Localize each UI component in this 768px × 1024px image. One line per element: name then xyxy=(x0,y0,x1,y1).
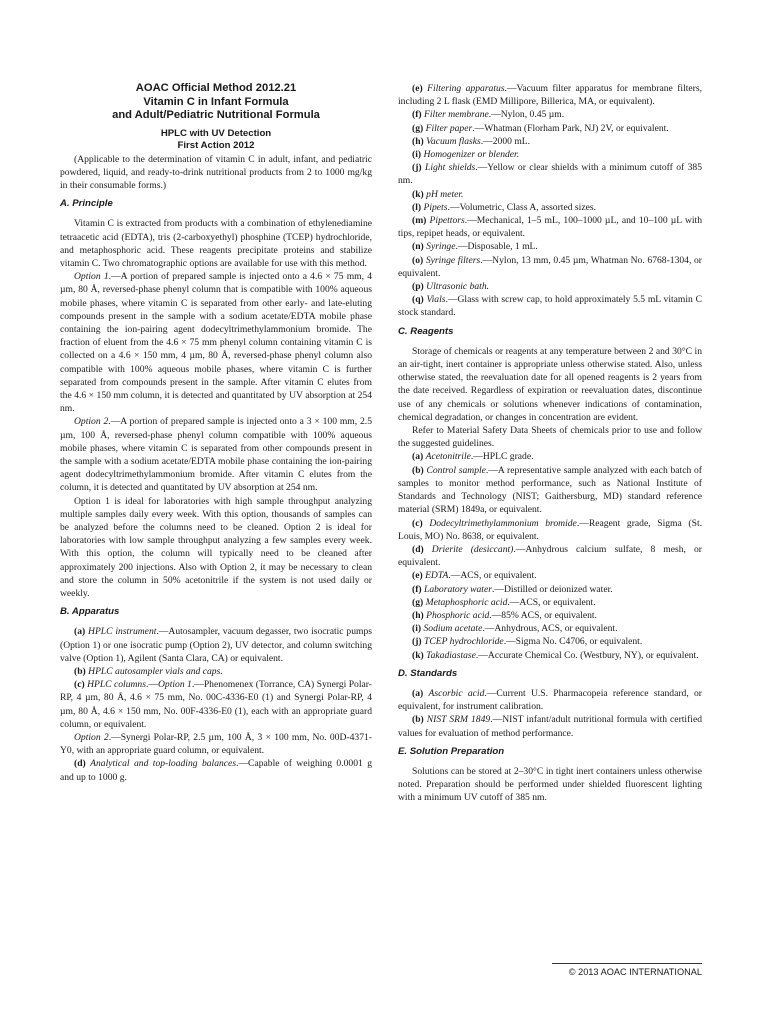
item-name: HPLC autosampler vials and caps. xyxy=(88,666,223,678)
item-text: .—Disposable, 1 mL. xyxy=(455,241,538,253)
item-label: (j) xyxy=(412,162,422,174)
item-name: Syringe filters xyxy=(425,254,481,266)
method-title: AOAC Official Method 2012.21 xyxy=(135,82,297,94)
item-name: Acetonitrile xyxy=(425,451,471,463)
item-label: (g) xyxy=(412,122,424,134)
item-name: Filtering apparatus xyxy=(427,83,505,94)
item-name: Sodium acetate xyxy=(423,623,483,635)
item-label: (h) xyxy=(412,609,424,621)
item-label: (c) xyxy=(74,679,85,691)
item-name: NIST SRM 1849 xyxy=(426,714,491,726)
reagent-item-g xyxy=(398,596,702,609)
section-heading-solution-preparation: E. Solution Preparation xyxy=(398,745,505,757)
section-heading-apparatus: B. Apparatus xyxy=(60,606,120,618)
technique-label: HPLC with UV Detection xyxy=(160,127,272,139)
item-label: (b) xyxy=(412,714,424,726)
apparatus-item-e xyxy=(398,82,702,108)
reagents-storage-paragraph: Storage of chemicals or reagents at any temperature between 2 and 30°C in an air-tight, inert container is appropriate unless otherwise stated. Also, unless otherwise stated, the reevaluation date for all opened reagents is 2 years from the date received. Regardless of expiration or reevaluation dates, discontinue use of any chemicals or solutions whenever indications of contamination, chemical degradation, or changes in concentration are evident. xyxy=(398,345,702,423)
item-name: Laboratory water xyxy=(424,583,492,595)
reagents-msds-paragraph: Refer to Material Safety Data Sheets of chemicals prior to use and follow the suggested guidelines. xyxy=(398,425,702,450)
apparatus-item-k xyxy=(398,188,702,201)
item-name: HPLC instrument xyxy=(88,626,157,638)
apparatus-item-c xyxy=(60,678,372,731)
principle-paragraph: Vitamin C is extracted from products with a combination of ethylenediamine tetraacetic acid (EDTA), tris (2-carboxyethyl) phosphine (TCEP) hydrochloride, and metaphosphoric acid. These reagents precipitate proteins and stabilize vitamin C. Two chromatographic options are available for use with this method. xyxy=(60,218,372,269)
item-text: .—Anhydrous, ACS, or equivalent. xyxy=(482,623,618,635)
reagent-item-f xyxy=(398,583,702,596)
item-text: .—2000 mL. xyxy=(480,135,531,147)
principle-options-comparison: Option 1 is ideal for laboratories with high sample throughput analyzing multiple samples daily every week. With this option, thousands of samples can be analyzed before the columns need to be cleaned. Option 2 is ideal for laboratories with low sample throughput analyzing a few samples every week. With this option, the column will typically need to be cleaned after approximately 200 injections. Also with Option 2, it may be necessary to clean and store the column in 50% acetonitrile if the system is not used daily or weekly. xyxy=(60,495,372,599)
item-name: Analytical and top-loading balances xyxy=(90,758,237,770)
item-name: Homogenizer or blender. xyxy=(423,149,520,161)
apparatus-item-g xyxy=(398,122,702,135)
option1-label: Option 1 xyxy=(74,271,109,283)
item-text: .—Reagent grade, Sigma (St. Louis, MO) No. 8638, or equivalent. xyxy=(398,517,703,542)
item-label: (b) xyxy=(74,666,86,678)
action-status: First Action 2012 xyxy=(177,140,255,151)
item-text: .—ACS, or equivalent. xyxy=(507,596,596,608)
item-text: .—Anhydrous calcium sulfate, 8 mesh, or equivalent. xyxy=(398,543,702,569)
item-option-label: Option 1 xyxy=(157,679,192,691)
reagent-item-h xyxy=(398,609,702,622)
item-label: (a) xyxy=(74,626,86,638)
apparatus-item-a xyxy=(60,625,372,665)
item-text: .—Nylon, 0.45 µm. xyxy=(488,109,565,121)
item-name: Control sample xyxy=(426,464,486,476)
reagent-item-i xyxy=(398,622,702,635)
method-subtitle-line2: and Adult/Pediatric Nutritional Formula xyxy=(112,109,320,121)
item-name: Ascorbic acid xyxy=(428,687,485,699)
apparatus-item-d xyxy=(60,757,372,783)
apparatus-item-n xyxy=(398,240,702,253)
item-label: (m) xyxy=(412,215,427,227)
item-label: (k) xyxy=(412,188,424,200)
item-name: Drierite (desiccant) xyxy=(431,543,514,555)
item-label: (f) xyxy=(412,583,422,595)
item-label: (i) xyxy=(412,149,422,161)
scope-paragraph: (Applicable to the determination of vitamin C in adult, infant, and pediatric powdered, liquid, and ready-to-drink nutritional products from 2 to 1000 mg/kg in their consumable forms.) xyxy=(60,153,372,191)
item-name: TCEP hydrochloride xyxy=(424,636,504,648)
item-label: (a) xyxy=(412,451,424,463)
item-name: Dodecyltrimethylammonium bromide xyxy=(429,517,577,529)
item-name: Filter paper xyxy=(425,122,473,134)
right-column xyxy=(398,82,702,805)
apparatus-item-q xyxy=(398,293,702,319)
reagent-item-b xyxy=(398,464,702,517)
apparatus-item-c-option2 xyxy=(60,731,372,757)
item-label: (g) xyxy=(412,596,424,608)
principle-option2-paragraph xyxy=(60,415,372,494)
section-heading-standards: D. Standards xyxy=(398,667,458,679)
item-label: (i) xyxy=(412,623,422,635)
item-label: (o) xyxy=(412,254,424,266)
item-name: EDTA xyxy=(425,570,449,582)
apparatus-item-h xyxy=(398,135,702,148)
item-text: .—Nylon, 13 mm, 0.45 µm, Whatman No. 6768-1304, or equivalent. xyxy=(398,254,702,279)
item-label: (f) xyxy=(412,109,422,121)
item-text: .—Synergi Polar-RP, 2.5 µm, 100 Å, 3 × 100 mm, No. 00D-4371-Y0, with an appropriate guard column, or equivalent. xyxy=(60,732,372,757)
standard-item-b xyxy=(398,713,702,739)
item-text: .—Autosampler, vacuum degasser, two isocratic pumps (Option 1) or one isocratic pump (Option 2), UV detector, and column switching valve (Option 1), Agilent (Santa Clara, CA) or equivalent. xyxy=(60,626,372,664)
item-name: Vials xyxy=(426,294,446,306)
item-name: Pipets xyxy=(423,201,448,213)
item-text: .—Yellow or clear shields with a minimum cutoff of 385 nm. xyxy=(398,162,702,187)
item-name: HPLC columns xyxy=(87,679,146,691)
item-text: .—Accurate Chemical Co. (Westbury, NY), or equivalent. xyxy=(475,649,699,661)
item-text: .—Glass with screw cap, to hold approximately 5.5 mL vitamin C stock standard. xyxy=(398,294,702,319)
section-heading-principle: A. Principle xyxy=(60,198,113,210)
item-text: .—A representative sample analyzed with each batch of samples to monitor method performance, such as National Institute of Standards and Technology (NIST; Gaithersburg, MD) standard reference material (SRM) 1849a, or equivalent. xyxy=(398,464,703,516)
item-name: Pipettors xyxy=(429,215,465,227)
reagent-item-c xyxy=(398,517,702,543)
item-label: (a) xyxy=(412,687,424,699)
option2-text: .—A portion of prepared sample is injected onto a 3 × 100 mm, 2.5 µm, 100 Å, reversed-phase phenyl column compatible with 100% aqueous mobile phases, where vitamin C is separated from other compounds present in the sample with a sodium acetate/EDTA mobile phase containing the ion-pairing agent dodecyltrimethylammonium bromide. After vitamin C elutes from the column, it is detected and quantitated by UV absorption at 254 nm. xyxy=(60,416,372,494)
item-label: (p) xyxy=(412,281,424,293)
option1-text: .—A portion of prepared sample is injected onto a 4.6 × 75 mm, 4 µm, 80 Å, reversed-phase phenyl column that is compatible with 100% aqueous mobile phases, where vitamin C is separated from other early- and late-eluting compounds present in the sample with a sodium acetate/EDTA mobile phase containing the ion-pairing agent dodecyltrimethylammonium bromide. The fraction of eluent from the 4.6 × 75 mm phenyl column containing vitamin C is collected on a 4.6 × 150 mm, 4 µm, 80 Å, reversed-phase phenyl column also compatible with 100% aqueous mobile phases, where vitamin C is further separated from compounds present in the sample. After vitamin C elutes from the 4.6 × 150 mm column, it is detected and quantitated by UV absorption at 254 nm. xyxy=(60,271,372,415)
reagent-item-j xyxy=(398,635,702,648)
item-text: .—Vacuum filter apparatus for membrane filters, including 2 L flask (EMD Millipore, Billerica, MA, or equivalent). xyxy=(398,83,702,108)
item-name: Phosphoric acid xyxy=(426,609,490,621)
apparatus-item-m xyxy=(398,214,702,240)
item-name: Filter membrane xyxy=(424,109,489,121)
item-label: (d) xyxy=(74,758,86,770)
item-text: .—NIST infant/adult nutritional formula with certified values for evaluation of method performance. xyxy=(398,714,703,739)
item-name: Vacuum flasks xyxy=(426,135,481,147)
solution-preparation-paragraph: Solutions can be stored at 2–30°C in tight inert containers unless otherwise noted. Preparation should be performed under shielded fluorescent lighting with a minimum UV cutoff of 385 nm. xyxy=(398,765,702,804)
item-text: .—Phenomenex (Torrance, CA) Synergi Polar-RP, 4 µm, 80 Å, 4.6 × 75 mm, No. 00C-4336-E0 (1) and Synergi Polar-RP, 4 µm, 80 Å, 4.6 × 150 mm, No. 00F-4336-E0 (1), each with an appropriate guard column, or equivalent. xyxy=(60,679,372,730)
item-label: (c) xyxy=(412,517,423,529)
item-name: pH meter. xyxy=(426,188,464,200)
standard-item-a xyxy=(398,687,702,713)
item-name: Syringe xyxy=(426,241,456,253)
item-text: .—Distilled or deionized water. xyxy=(491,583,613,595)
reagent-item-a xyxy=(398,450,702,463)
item-text: .—HPLC grade. xyxy=(470,451,534,463)
item-text: .—Volumetric, Class A, assorted sizes. xyxy=(447,201,596,213)
item-text: .—Current U.S. Pharmacopeia reference standard, or equivalent, for instrument calibration. xyxy=(398,687,702,713)
item-text: .—Capable of weighing 0.0001 g and up to 1000 g. xyxy=(60,758,372,783)
item-name: Light shields xyxy=(424,162,476,174)
item-text: .—ACS, or equivalent. xyxy=(448,570,537,582)
item-label: (b) xyxy=(412,464,424,476)
apparatus-item-j xyxy=(398,161,702,187)
apparatus-item-o xyxy=(398,254,702,280)
item-label: (h) xyxy=(412,135,424,147)
method-subtitle-line1: Vitamin C in Infant Formula xyxy=(143,95,289,108)
reagent-item-d xyxy=(398,543,702,569)
item-label: (e) xyxy=(412,83,423,94)
reagent-item-e xyxy=(398,569,702,582)
option2-label: Option 2 xyxy=(74,416,109,428)
item-text: .—85% ACS, or equivalent. xyxy=(489,609,597,621)
apparatus-item-l xyxy=(398,201,702,214)
reagent-item-k xyxy=(398,649,702,662)
apparatus-item-b xyxy=(60,665,372,678)
item-text: .—Sigma No. C4706, or equivalent. xyxy=(503,636,643,648)
copyright-footer: © 2013 AOAC INTERNATIONAL xyxy=(552,963,702,977)
item-label: (n) xyxy=(412,241,424,253)
item-label: (l) xyxy=(412,201,422,213)
item-name: Takadiastase xyxy=(426,649,476,661)
apparatus-item-p xyxy=(398,280,702,293)
item-label: (e) xyxy=(412,570,423,582)
item-name: Metaphosphoric acid xyxy=(425,596,508,608)
item-label: (q) xyxy=(412,294,424,306)
item-name: Ultrasonic bath. xyxy=(426,281,490,293)
item-label: (j) xyxy=(412,636,422,648)
apparatus-item-i xyxy=(398,148,702,161)
apparatus-item-f xyxy=(398,108,702,121)
item-label: (d) xyxy=(412,543,424,555)
item-separator: .— xyxy=(145,679,158,691)
item-option-label: Option 2 xyxy=(74,732,109,744)
item-label: (k) xyxy=(412,649,424,661)
item-text: .—Whatman (Florham Park, NJ) 2V, or equivalent. xyxy=(472,122,669,134)
item-text: .—Mechanical, 1–5 mL, 100–1000 µL, and 10–100 µL with tips, repipet heads, or equivalent. xyxy=(398,215,702,240)
principle-option1-paragraph xyxy=(60,270,372,415)
left-column xyxy=(60,82,372,784)
section-heading-reagents: C. Reagents xyxy=(398,325,454,337)
